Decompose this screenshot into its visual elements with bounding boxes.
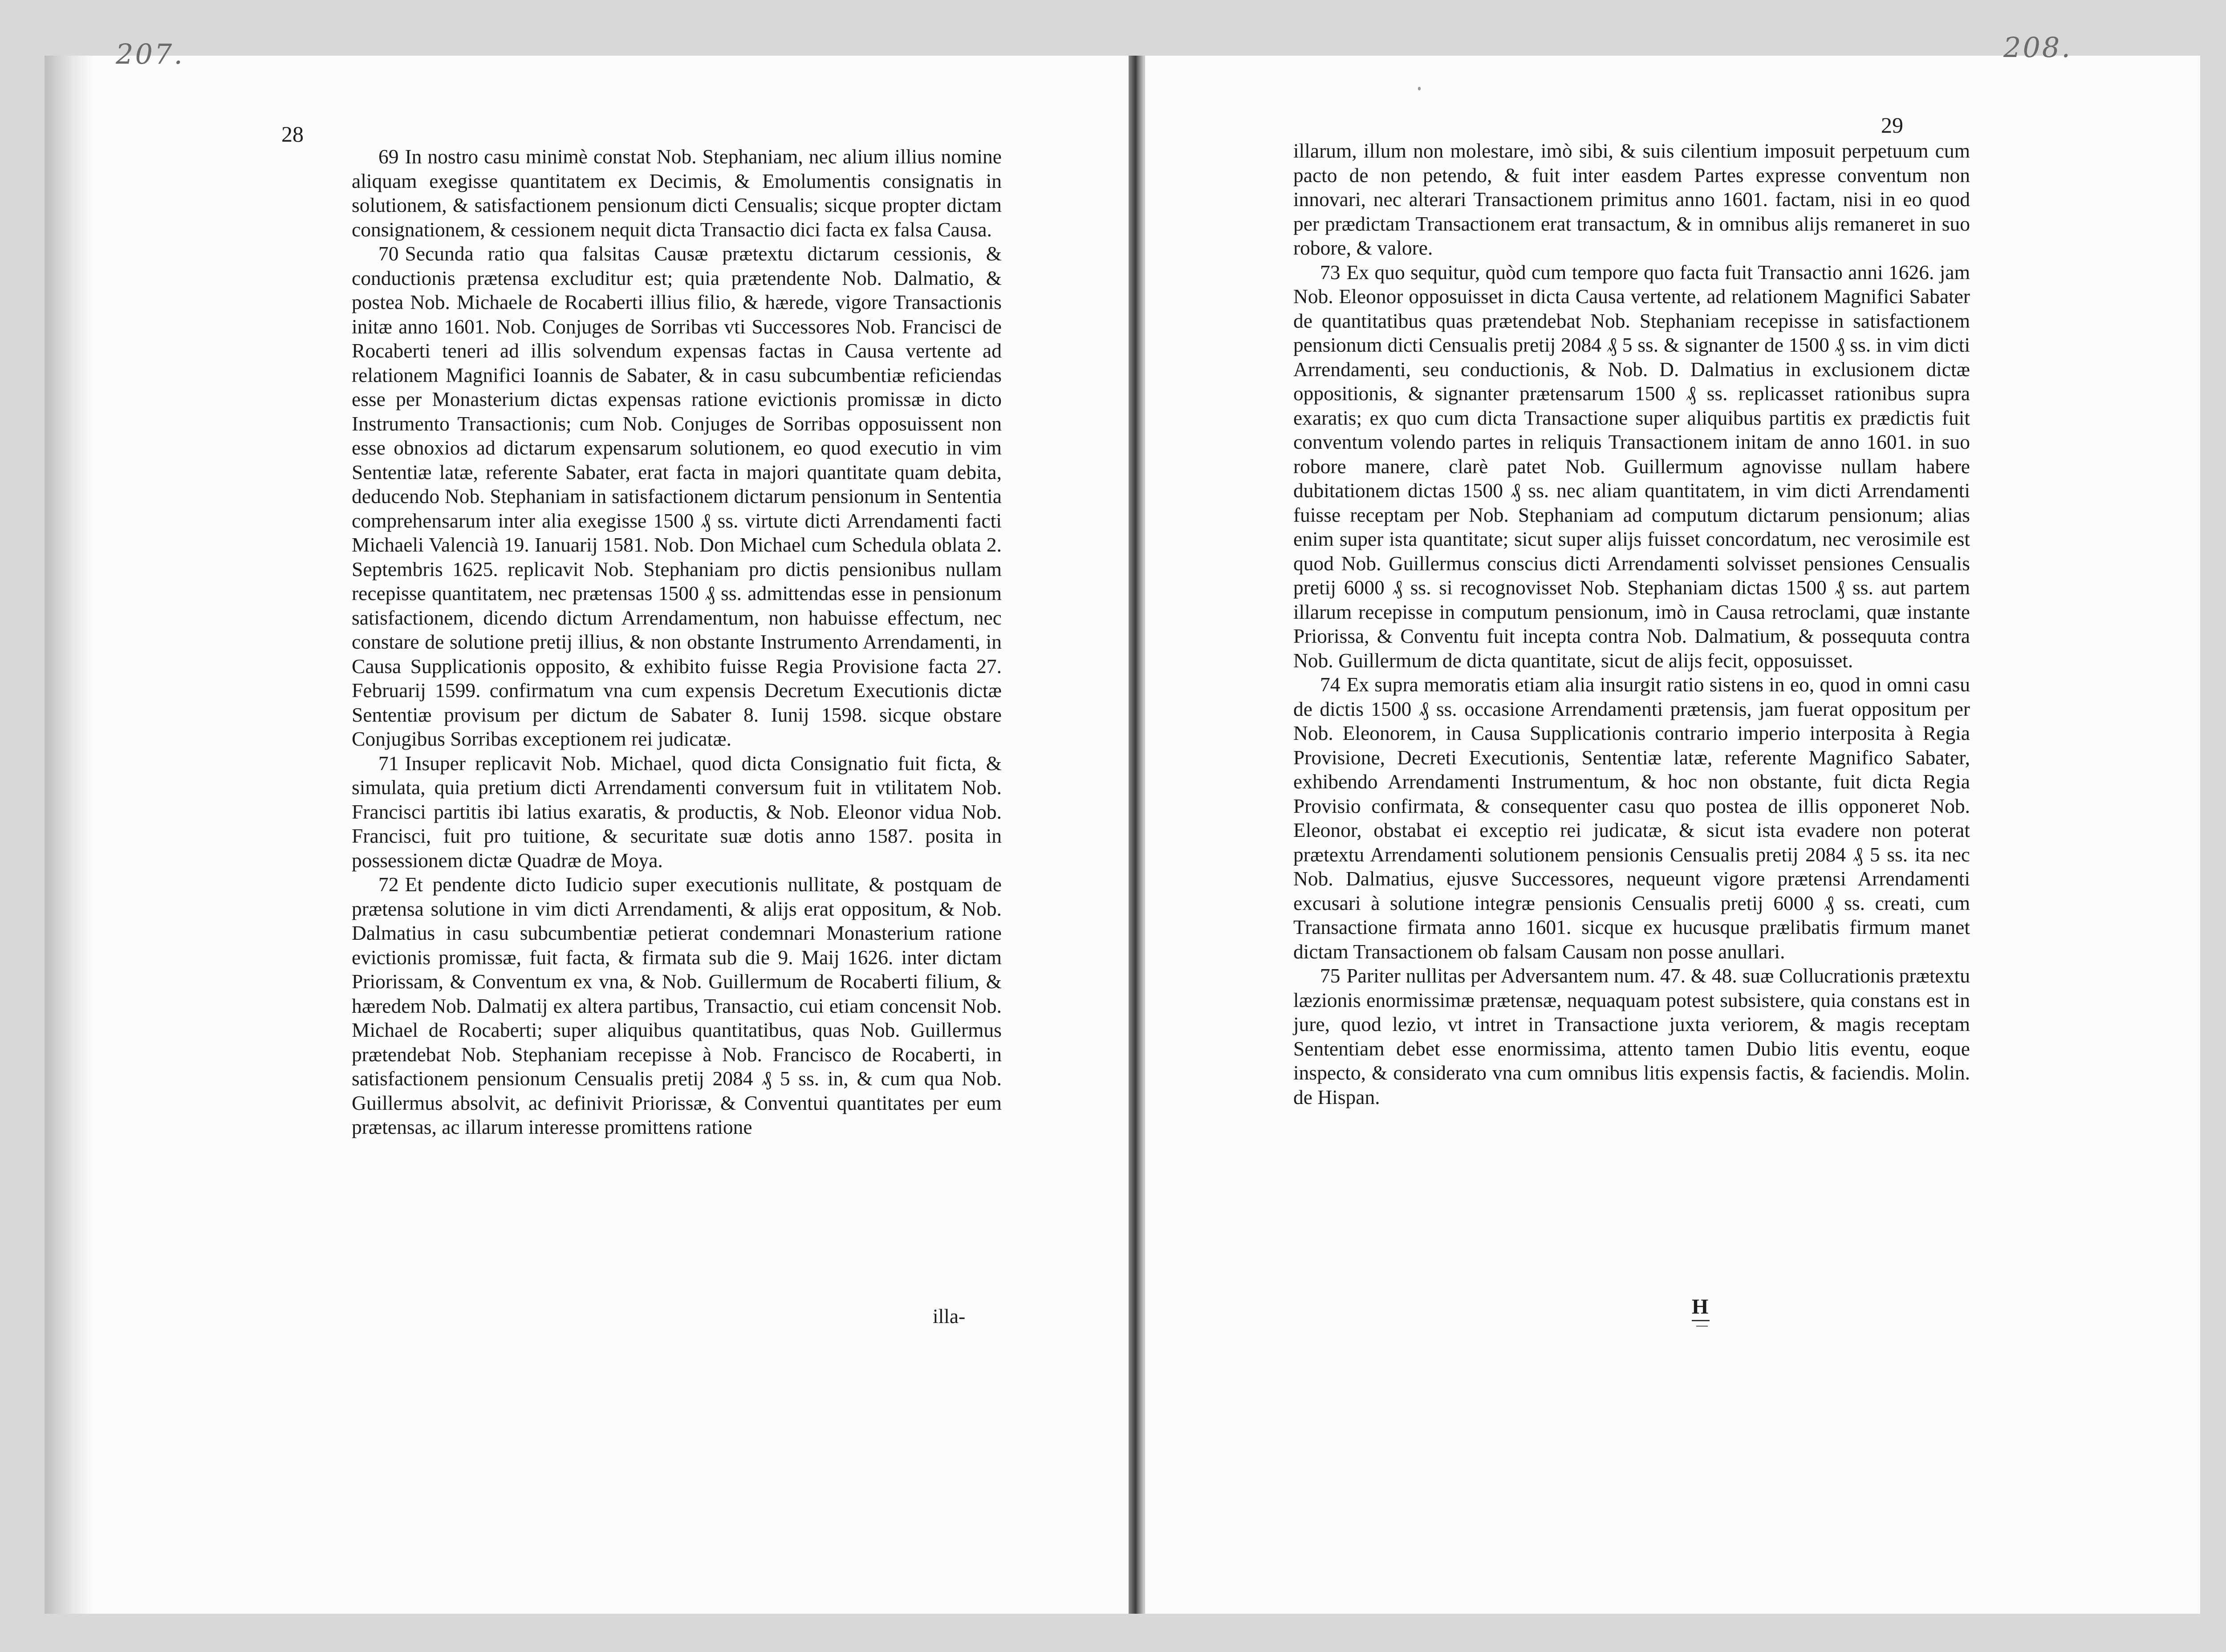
- left-page-text: [352, 145, 1002, 1140]
- paragraph-75: [1293, 964, 1970, 1109]
- paragraph-74: [1293, 673, 1970, 964]
- paragraph-text: Ex quo sequitur, quòd cum tempore quo facta fuit Transactio anni 1626. jam Nob. Eleonor opposuisset in dicta Causa vertente, ad relationem Magnifici Sabater de quantitatibus quas prætendebat Nob. Stephaniam recepisse in satisfactionem pensionum dicti Censualis pretij 2084 ₰ 5 ss. & signanter de 1500 ₰ ss. in vim dicti Arrendamenti, seu conductionis, & Nob. D. Dalmatius in exclusionem dictæ oppositionis, & signanter prætensarum 1500 ₰ ss. replicasset rationibus supra exaratis; ex quo cum dicta Transactione super aliquibus partitis ex prædictis fuit conventum volendo partes in reliquis Transactionem initam de anno 1601. in suo robore manere, clarè patet Nob. Guillermum agnovisse nullam habere dubitationem dictas 1500 ₰ ss. nec aliam quantitatem, in vim dicti Arrendamenti fuisse receptam per Nob. Stephaniam ad computum dictarum pensionum; alias enim super ista quantitate; sicut super alijs fuisset concordatum, nec verosimile est quod Nob. Guillermus conscius dicti Arrendamenti solvisset pensiones Censualis pretij 6000 ₰ ss. si recognovisset Nob. Stephaniam dictas 1500 ₰ ss. aut partem illarum recepisse in computum pensionum, imò in Causa retroclami, quæ instante Priorissa, & Conventu fuit incepta contra Nob. Dalmatium, & possequuta contra Nob. Guillermum de dicta quantitate, sicut de alijs fecit, opposuisset.: [1293, 260, 1970, 672]
- signature-mark: H: [1692, 1295, 1709, 1319]
- paragraph-number: 70: [378, 242, 399, 265]
- paragraph-71: [352, 751, 1002, 873]
- paragraph-text: Ex supra memoratis etiam alia insurgit ratio sistens in eo, quod in omni casu de dictis 1500 ₰ ss. occasione Arrendamenti prætensis, jam fuerat oppositum per Nob. Eleonorem, in Causa Supplicationis contrario imperio interposita à Regia Provisione, Decreti Executionis, Sententiæ latæ, referente Magnifico Sabater, exhibendo Arrendamenti Instrumentum, & hoc non obstante, fuit dicta Regia Provisio confirmata, & consequenter casu quo postea de illis opponeret Nob. Eleonor, obstabat ei exceptio rei judicatæ, & sicut ista evadere non poterat prætextu Arrendamenti solutionem pensionis Censualis pretij 2084 ₰ 5 ss. ita nec Nob. Dalmatius, ejusve Successores, nequeunt vigore prætensi Arrendamenti excusari à solutione integræ pensionis Censualis pretij 6000 ₰ ss. creati, cum Transactione firmata anno 1601. sicque ex hucusque prælibatis firmum manet dictam Transactionem ob falsam Causam non posse anullari.: [1293, 673, 1970, 963]
- paragraph-text: Secunda ratio qua falsitas Causæ prætextu dictarum cessionis, & conductionis prætensa excluditur est; quia prætendente Nob. Dalmatio, & postea Nob. Michaele de Rocaberti illius filio, & hærede, vigore Transactionis initæ anno 1601. Nob. Conjuges de Sorribas vti Successores Nob. Francisci de Rocaberti teneri ad illis solvendum expensas factas in Causa vertente ad relationem Magnifici Ioannis de Sabater, & in casu subcumbentiæ reficiendas esse per Monasterium dictas expensas ratione evictionis promissæ in dicto Instrumento Transactionis; cum Nob. Conjuges de Sorribas opposuissent non esse obnoxios ad dictarum expensarum solutionem, eo quod executio in vim Sententiæ latæ, referente Sabater, erat facta in majori quantitate quam debita, deducendo Nob. Stephaniam in satisfactionem dictarum pensionum in Sententia comprehensarum inter alia exegisse 1500 ₰ ss. virtute dicti Arrendamenti facti Michaeli Valencià 19. Ianuarij 1581. Nob. Don Michael cum Schedula oblata 2. Septembris 1625. replicavit Nob. Stephaniam pro dictis pensionibus nullam recepisse quantitatem, nec prætensas 1500 ₰ ss. admittendas esse in pensionum satisfactionem, dicendo dictum Arrendamentum, non habuisse effectum, nec constare de solutione pretij illius, & non obstante Instrumento Arrendamenti, in Causa Supplicationis opposito, & exhibito fuisse Regia Provisione facta 27. Februarij 1599. confirmatum vna cum expensis Decretum Executionis dictæ Sententiæ provisum per dictum de Sabater 8. Iunij 1598. sicque obstare Conjugibus Sorribas exceptionem rei judicatæ.: [352, 242, 1002, 750]
- paragraph-number: 74: [1320, 673, 1340, 696]
- right-page-text: [1293, 139, 1970, 1109]
- paragraph-number: 71: [378, 751, 399, 775]
- catchword: illa-: [933, 1305, 966, 1327]
- paragraph-number: 72: [378, 873, 399, 896]
- paragraph-text: Et pendente dicto Iudicio super executionis nullitate, & postquam de prætensa solutione in vim dicti Arrendamenti, & alijs erat oppositum, & Nob. Dalmatius in casu subcumbentiæ petierat condemnari Monasterium ratione evictionis promissæ, fuit facta, & firmata sub die 9. Maij 1626. inter dictam Priorissam, & Conventum ex vna, & Nob. Guillermum de Rocaberti filium, & hæredem Nob. Dalmatij ex altera partibus, Transactio, cui etiam concensit Nob. Michael de Rocaberti; super aliquibus quantitatibus, quas Nob. Guillermus prætendebat Nob. Stephaniam recepisse à Nob. Francisco de Rocaberti, in satisfactionem pensionum Censualis pretij 2084 ₰ 5 ss. in, & cum qua Nob. Guillermus absolvit, ac definivit Priorissæ, & Conventui quantitates per eum prætensas, ac illarum interesse promittens ratione: [352, 873, 1002, 1138]
- left-page-number: 28: [281, 122, 304, 146]
- signature-underline: [1692, 1320, 1710, 1321]
- paragraph-69: [352, 145, 1002, 242]
- paragraph-73: [1293, 260, 1970, 673]
- right-handwritten-folio: 208.: [2003, 31, 2072, 64]
- right-page-number: 29: [1881, 113, 1903, 138]
- paragraph-number: 73: [1320, 260, 1340, 284]
- paragraph-number: 69: [378, 145, 399, 168]
- paragraph-text: Insuper replicavit Nob. Michael, quod dicta Consignatio fuit ficta, & simulata, quia pretium dicti Arrendamenti conversum fuit in vtilitatem Nob. Francisci partitis ibi latius exaratis, & productis, & Nob. Eleonor vidua Nob. Francisci, fuit pro tuitione, & securitate suæ dotis anno 1587. posita in possessionem dictæ Quadræ de Moya.: [352, 751, 1002, 872]
- paragraph-text: In nostro casu minimè constat Nob. Stephaniam, nec alium illius nomine aliquam exegisse quantitatem ex Decimis, & Emolumentis consignatis in solutionem, & satisfactionem pensionum dicti Censualis; sicque propter dictam consignationem, & cessionem nequit dicta Transactio dici facta ex falsa Causa.: [352, 145, 1002, 241]
- continued-paragraph: illarum, illum non molestare, imò sibi, & suis cilentium imposuit perpetuum cum pacto de non petendo, & fuit inter easdem Partes expresse conventum non innovari, nec alterari Transactionem primitus anno 1601. factam, nisi in eo quod per prædictam Transactionem erat transactum, & in omnibus alijs remaneret in suo robore, & valore.: [1293, 139, 1970, 259]
- signature-underline: [1696, 1326, 1708, 1327]
- page-edge-shadow: [45, 56, 93, 1614]
- paragraph-72: [352, 873, 1002, 1140]
- paragraph-70: [352, 242, 1002, 751]
- book-gutter: [1129, 56, 1144, 1614]
- paragraph-text: Pariter nullitas per Adversantem num. 47. & 48. suæ Collucrationis prætextu læzionis enormissimæ prætensæ, nequaquam potest subsistere, quia constans est in jure, quod lezio, vt intret in Transactione juxta veriorem, & magis receptam Sententiam debet esse enormissima, attento tamen Dubio litis eventu, eoque inspecto, & considerato vna cum omnibus litis expensis factis, & faciendis. Molin. de Hispan.: [1293, 964, 1970, 1108]
- paragraph-number: 75: [1320, 964, 1340, 987]
- ink-speck: [1418, 87, 1421, 90]
- left-handwritten-folio: 207.: [116, 38, 185, 70]
